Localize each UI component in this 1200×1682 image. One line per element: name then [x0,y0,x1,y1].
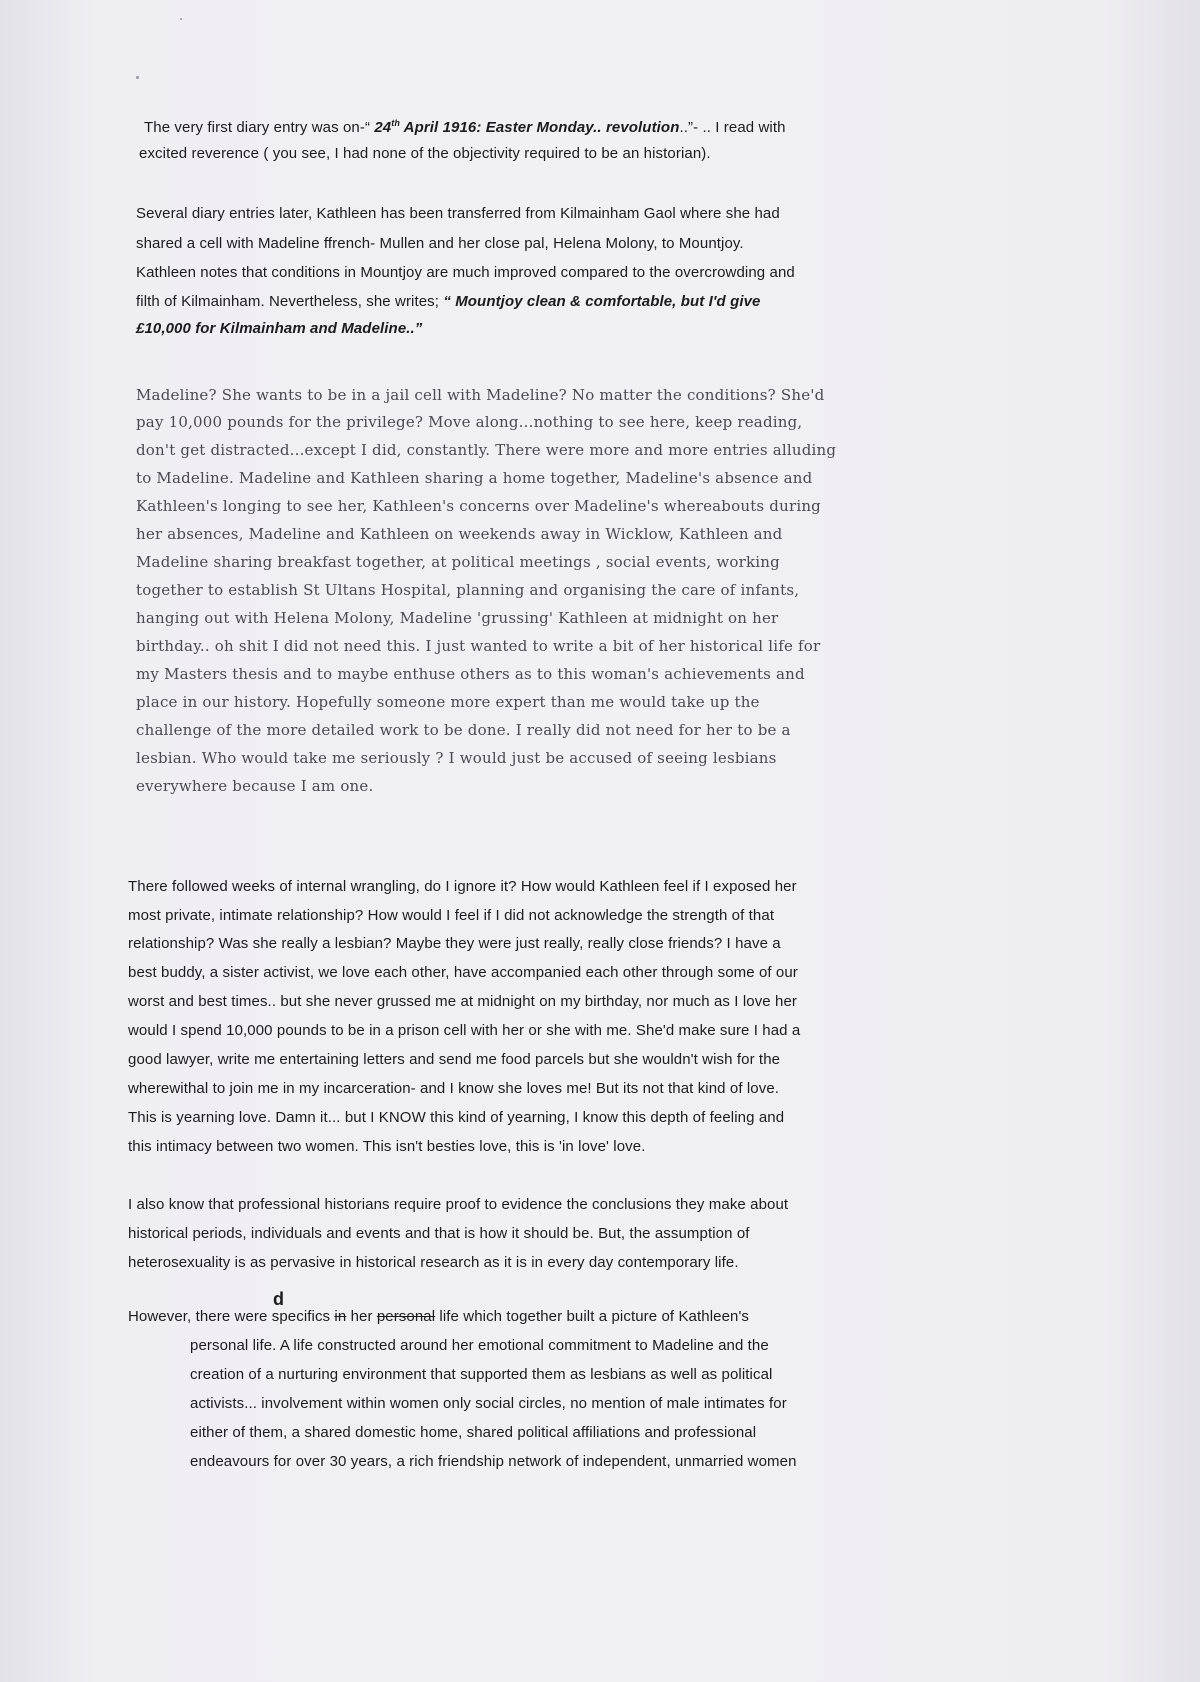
text-line [136,293,761,310]
text-line: either of them, a shared domestic home, shared political affiliations and professional [190,1424,757,1441]
text-line: Kathleen's longing to see her, Kathleen's concerns over Madeline's whereabouts during [136,497,821,515]
text-line: worst and best times.. but she never grussed me at midnight on my birthday, nor much as I love her [128,993,798,1010]
text-line [128,1308,749,1325]
date-emphasis: April 1916: Easter Monday.. revolution [399,119,680,136]
text-line: I also know that professional historians require proof to evidence the conclusions they make about [128,1196,789,1213]
text-line: lesbian. Who would take me seriously ? I would just be accused of seeing lesbians [136,749,777,767]
quote-emphasis: “ Mountjoy clean & comfortable, but I'd give [443,293,761,310]
text-line: Madeline? She wants to be in a jail cell with Madeline? No matter the conditions? She'd [136,386,825,404]
text-line: my Masters thesis and to maybe enthuse others as to this woman's achievements and [136,665,805,683]
struck-text: personal [376,1308,436,1325]
text-line: this intimacy between two women. This isn't besties love, this is 'in love' love. [128,1138,646,1155]
handwritten-insertion-mark: d [273,1289,284,1309]
text-line: place in our history. Hopefully someone more expert than me would take up the [136,693,760,711]
text-line: Several diary entries later, Kathleen has been transferred from Kilmainham Gaol where she had [136,205,780,222]
text-span: ..”- .. I read with [679,119,786,136]
text-line: This is yearning love. Damn it... but I KNOW this kind of yearning, I know this depth of feeling and [128,1109,785,1126]
text-line: her absences, Madeline and Kathleen on weekends away in Wicklow, Kathleen and [136,525,783,543]
text-line: There followed weeks of internal wrangling, do I ignore it? How would Kathleen feel if I exposed her [128,878,797,895]
text-line: activists... involvement within women only social circles, no mention of male intimates for [190,1395,787,1412]
text-line: excited reverence ( you see, I had none of the objectivity required to be an historian). [139,145,711,162]
text-line: most private, intimate relationship? How would I feel if I did not acknowledge the strength of that [128,907,775,924]
text-line: don't get distracted...except I did, constantly. There were more and more entries alluding [136,441,837,459]
dust-speck [180,18,182,20]
text-span: her [346,1308,377,1325]
text-line: personal life. A life constructed around her emotional commitment to Madeline and the [190,1337,769,1354]
text-span: However, there were specifics [128,1308,335,1325]
text-line: endeavours for over 30 years, a rich friendship network of independent, unmarried women [190,1453,797,1470]
text-span: The very first diary entry was on-“ [144,119,375,136]
text-line: historical periods, individuals and events and that is how it should be. But, the assumption of [128,1225,750,1242]
text-line: hanging out with Helena Molony, Madeline 'grussing' Kathleen at midnight on her [136,609,779,627]
text-line: challenge of the more detailed work to be done. I really did not need for her to be a [136,721,791,739]
text-line: to Madeline. Madeline and Kathleen sharing a home together, Madeline's absence and [136,469,813,487]
date-emphasis: 24 [374,119,392,136]
text-line: creation of a nurturing environment that supported them as lesbians as well as political [190,1366,773,1383]
text-line: heterosexuality is as pervasive in historical research as it is in every day contemporary life. [128,1254,739,1271]
text-line [144,118,786,136]
text-span: life which together built a picture of Kathleen's [435,1308,750,1325]
dust-speck [136,76,139,79]
struck-text: in [334,1308,347,1325]
text-span: filth of Kilmainham. Nevertheless, she writes; [136,293,444,310]
text-line: Kathleen notes that conditions in Mountjoy are much improved compared to the overcrowding and [136,264,795,281]
text-line: pay 10,000 pounds for the privilege? Move along...nothing to see here, keep reading, [136,413,803,431]
text-line: wherewithal to join me in my incarceration- and I know she loves me! But its not that kind of love. [128,1080,780,1097]
text-line: shared a cell with Madeline ffrench- Mullen and her close pal, Helena Molony, to Mountjoy. [136,235,744,252]
quote-emphasis: £10,000 for Kilmainham and Madeline..” [136,320,423,337]
ordinal-suffix: th [391,118,400,128]
text-line: birthday.. oh shit I did not need this. I just wanted to write a bit of her historical life for [136,637,821,655]
text-line: together to establish St Ultans Hospital, planning and organising the care of infants, [136,581,800,599]
text-line: good lawyer, write me entertaining letters and send me food parcels but she wouldn't wish for the [128,1051,781,1068]
text-line: everywhere because I am one. [136,777,374,795]
text-line: Madeline sharing breakfast together, at political meetings , social events, working [136,553,780,571]
text-line: would I spend 10,000 pounds to be in a prison cell with her or she with me. She'd make sure I had a [128,1022,801,1039]
text-line: relationship? Was she really a lesbian? Maybe they were just really, really close friends? I have a [128,935,781,952]
text-line: best buddy, a sister activist, we love each other, have accompanied each other through some of our [128,964,798,981]
